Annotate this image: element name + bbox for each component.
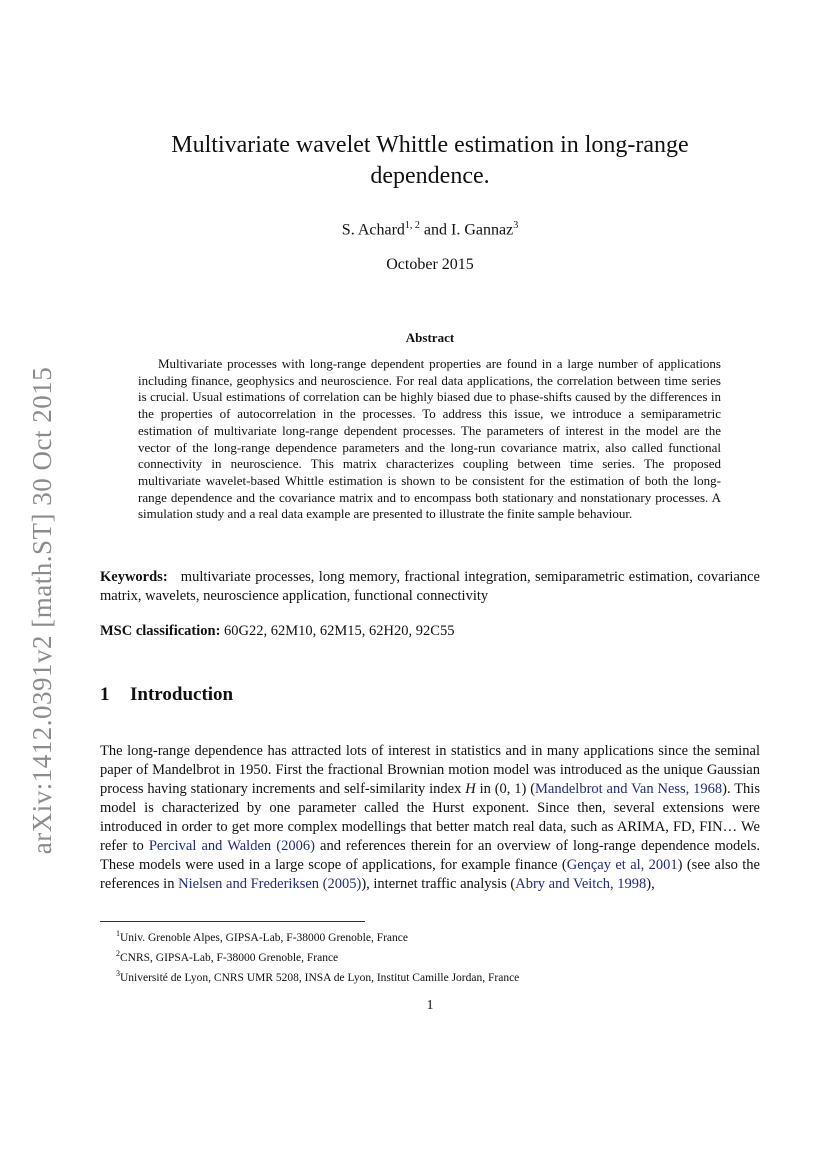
intro-text: ). This model is characterized by one parameter called the Hurst exponent. Since then, several extensions were introduced in order to get more complex modellings that better match real data, such as ARIMA, FD, FIN… We refer to	[100, 781, 760, 854]
paper-title: Multivariate wavelet Whittle estimation in long-range dependence.	[171, 132, 689, 189]
footnote	[116, 966, 756, 986]
msc-codes: 60G22, 62M10, 62M15, 62H20, 92C55	[224, 623, 455, 639]
footnote-text: Université de Lyon, CNRS UMR 5208, INSA de Lyon, Institut Camille Jordan, France	[120, 971, 520, 984]
abstract-heading: Abstract	[405, 330, 455, 345]
affiliation-mark: 3	[513, 220, 519, 231]
intro-text: and references therein for an overview of long-range dependence models. These models were used in a large scope of applications, for example finance (	[100, 838, 761, 873]
msc-label: MSC classification:	[100, 623, 221, 639]
citation-link[interactable]: Mandelbrot and Van Ness, 1968	[535, 781, 723, 797]
footnote-text: Univ. Grenoble Alpes, GIPSA-Lab, F-38000 Grenoble, France	[120, 931, 408, 944]
author-line	[120, 220, 740, 239]
hurst-symbol: H	[465, 781, 476, 797]
intro-text: ) (see also the references in	[100, 857, 760, 892]
section-title: Introduction	[130, 684, 234, 705]
section-number: 1	[100, 684, 110, 705]
footnotes	[116, 926, 756, 985]
author-name: I. Gannaz	[451, 221, 514, 239]
intro-text: ),	[646, 876, 655, 892]
paper-date: October 2015	[386, 256, 474, 273]
keywords-text: multivariate processes, long memory, fractional integration, semiparametric estimation, covariance matrix, wavelets, neuroscience application, functional connectivity	[100, 569, 760, 604]
msc-classification	[100, 622, 760, 641]
author-name: S. Achard	[341, 221, 405, 239]
footnote	[116, 926, 756, 946]
keywords	[100, 568, 760, 606]
footnote-text: CNRS, GIPSA-Lab, F-38000 Grenoble, France	[120, 951, 339, 964]
footnote-mark: 3	[116, 968, 120, 978]
footnote-mark: 1	[116, 929, 120, 938]
intro-paragraph	[100, 742, 760, 894]
arxiv-stamp-text: arXiv:1412.0391v2 [math.ST] 30 Oct 2015	[27, 366, 58, 854]
intro-text: The long-range dependence has attracted lots of interest in statistics and in many applications since the seminal paper of Mandelbrot in 1950. First the fractional Brownian motion model was introduced as the unique Gaussian process having stationary increments and self-similarity index	[100, 743, 760, 797]
author-conjunction: and	[419, 221, 452, 239]
citation-link[interactable]: Abry and Veitch, 1998	[515, 876, 647, 892]
intro-text: in (0, 1) (	[475, 781, 536, 797]
footnote-divider	[100, 921, 365, 922]
affiliation-mark: 1, 2	[404, 220, 420, 231]
intro-text: ), internet traffic analysis (	[361, 876, 516, 892]
arxiv-stamp	[18, 360, 68, 860]
citation-link[interactable]: Percival and Walden (2006)	[148, 838, 315, 854]
page-number: 1	[426, 998, 434, 1013]
abstract-text: Multivariate processes with long-range dependent properties are found in a large number of applications including finance, geophysics and neuroscience. For real data applications, the correlation between time series is crucial. Usual estimations of correlation can be highly biased due to phase-shifts caused by the differences in the properties of autocorrelation in the processes. To address this issue, we introduce a semiparametric estimation of multivariate long-range dependent processes. The parameters of interest in the model are the vector of the long-range dependence parameters and the long-run covariance matrix, also called functional connectivity in neuroscience. This matrix characterizes coupling between time series. The proposed multivariate wavelet-based Whittle estimation is shown to be consistent for the estimation of both the long-range dependence and the covariance matrix and to encompass both stationary and nonstationary processes. A simulation study and a real data example are presented to illustrate the finite sample behaviour.	[138, 356, 721, 522]
footnote-mark: 2	[116, 948, 120, 958]
footnote	[116, 946, 756, 966]
keywords-label: Keywords:	[100, 569, 168, 585]
citation-link[interactable]: Gençay et al, 2001	[566, 857, 678, 873]
section-heading	[100, 684, 760, 706]
citation-link[interactable]: Nielsen and Frederiksen (2005)	[178, 876, 362, 892]
